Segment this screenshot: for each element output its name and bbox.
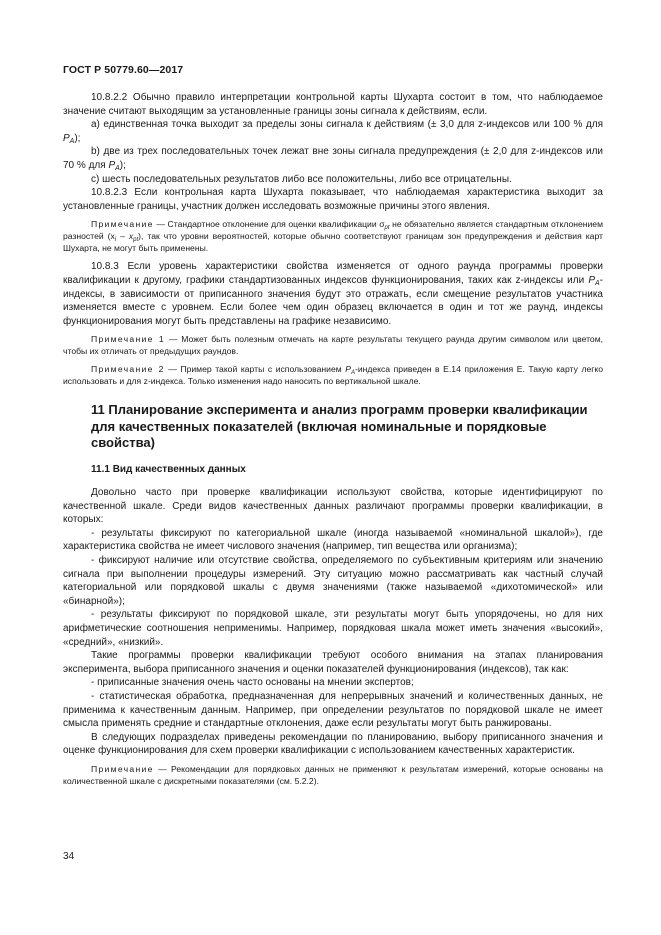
- list-item-experts: - приписанные значения очень часто основаны на мнении экспертов;: [91, 677, 414, 689]
- paragraph-10-8-2-3: 10.8.2.3 Если контрольная карта Шухарта показывает, что наблюдаемая характеристика выходит за установленные границы, участник должен исследовать возможные причины этого явления.: [63, 187, 603, 212]
- list-item-b: b) две из трех последовательных точек лежат вне зоны сигнала предупреждения (± 2,0 для z-индексов или 70 % для $P_A$);: [63, 146, 603, 172]
- list-item-statistics: - статистическая обработка, предназначенная для непрерывных значений и количественных данных, не применима к качественным данным. Например, при определении результатов по порядковой шкале не имеет смысла применять средние и стандартные отклонения, даже если результаты могут быть ранжированы.: [63, 690, 603, 730]
- page-content: [63, 91, 603, 787]
- list-item-binary: - фиксируют наличие или отсутствие свойства, определяемого по субъективным критериям или значению сигнала при выполнении процедуры измерений. Эту ситуацию можно рассматривать как частный случай категориальной или порядковой шкалы с двумя значениями (также называемой «дихотомической» или «бинарной»);: [63, 555, 603, 607]
- list-item-c: c) шесть последовательных результатов либо все положительны, либо все отрицательны.: [91, 173, 512, 185]
- note-ordinal-data: Примечание — Рекомендации для порядковых данных не применяют к результатам измерений, которые основаны на количественной шкале с дискретными показателями (см. 5.2.2).: [63, 763, 604, 786]
- list-item-ordinal: - результаты фиксируют по порядковой шкале, эти результаты могут быть упорядочены, но для них арифметические соотношения неприменимы. Например, порядковая шкала может иметь значения «высокий», «средний», «низкий».: [63, 609, 603, 648]
- section-11-heading: 11 Планирование эксперимента и анализ программ проверки квалификации для качественных показателей (включая номинальные и порядковые свойства): [91, 402, 588, 451]
- note-std-deviation: Примечание — Стандартное отклонение для оценки квалификации $\sigma_{pt}$ не обязательно является стандартным отклонением разностей $(x_i - x_{pt})$, так что уровни вероятностей, которые обычно соответствуют границам зон предупреждения и действия карт Шухарта, не могут быть применены.: [63, 219, 603, 253]
- document-code-header: ГОСТ Р 50779.60—2017: [63, 64, 184, 76]
- list-item-a: а) единственная точка выходит за пределы зоны сигнала к действиям (± 3,0 для z-индексов или 100 % для $P_A$);: [63, 119, 603, 145]
- paragraph-special-attention: Такие программы проверки квалификации требуют особого внимания на этапах планирования эксперимента, выбора приписанного значения и оценки показателей функционирования (индексов), так как:: [63, 650, 603, 675]
- page-number: 34: [63, 851, 75, 862]
- section-11-1-heading: 11.1 Вид качественных данных: [91, 464, 246, 476]
- paragraph-following-subsections: В следующих подразделах приведены рекомендации по планированию, выбору приписанного значения и оценке функционирования для схем проверки квалификации с использованием качественных характеристик.: [63, 731, 603, 757]
- list-item-categorical: - результаты фиксируют по категориальной шкале (иногда называемой «номинальной шкалой»), где характеристика свойства не имеет числового значения (например, тип вещества или организма);: [63, 527, 603, 553]
- paragraph-10-8-2-2: 10.8.2.2 Обычно правило интерпретации контрольной карты Шухарта состоит в том, что наблюдаемое значение считают выходящим за установленные границы зоны сигнала к действиям, если.: [63, 92, 603, 117]
- note-2: Примечание 2 — Пример такой карты с использованием $P_A$-индекса приведен в Е.14 приложения Е. Такую карту легко использовать и для z-индекса. Только изменения надо наносить по вертикальной шкале.: [63, 363, 604, 386]
- note-1: Примечание 1 — Может быть полезным отмечать на карте результаты текущего раунда другим символом или цветом, чтобы их отличать от предыдущих раундов.: [63, 334, 603, 357]
- paragraph-qualitative-intro: Довольно часто при проверке квалификации используют свойства, которые идентифицируют по качественной шкале. Среди видов качественных данных различают программы проверки квалификации, в которых:: [63, 487, 603, 526]
- paragraph-10-8-3: 10.8.3 Если уровень характеристики свойства изменяется от одного раунда программы проверки квалификации к другому, графики стандартизованных индексов функционирования, таких как z-индексы или $P_A$-индексы, в зависимости от приписанного значения будут это отражать, если смещение результатов участника изменяется вместе с уровнем. Если более чем один образец включается в один и тот же раунд, индексы функционирования могут быть представлены на графике независимо.: [63, 261, 603, 327]
